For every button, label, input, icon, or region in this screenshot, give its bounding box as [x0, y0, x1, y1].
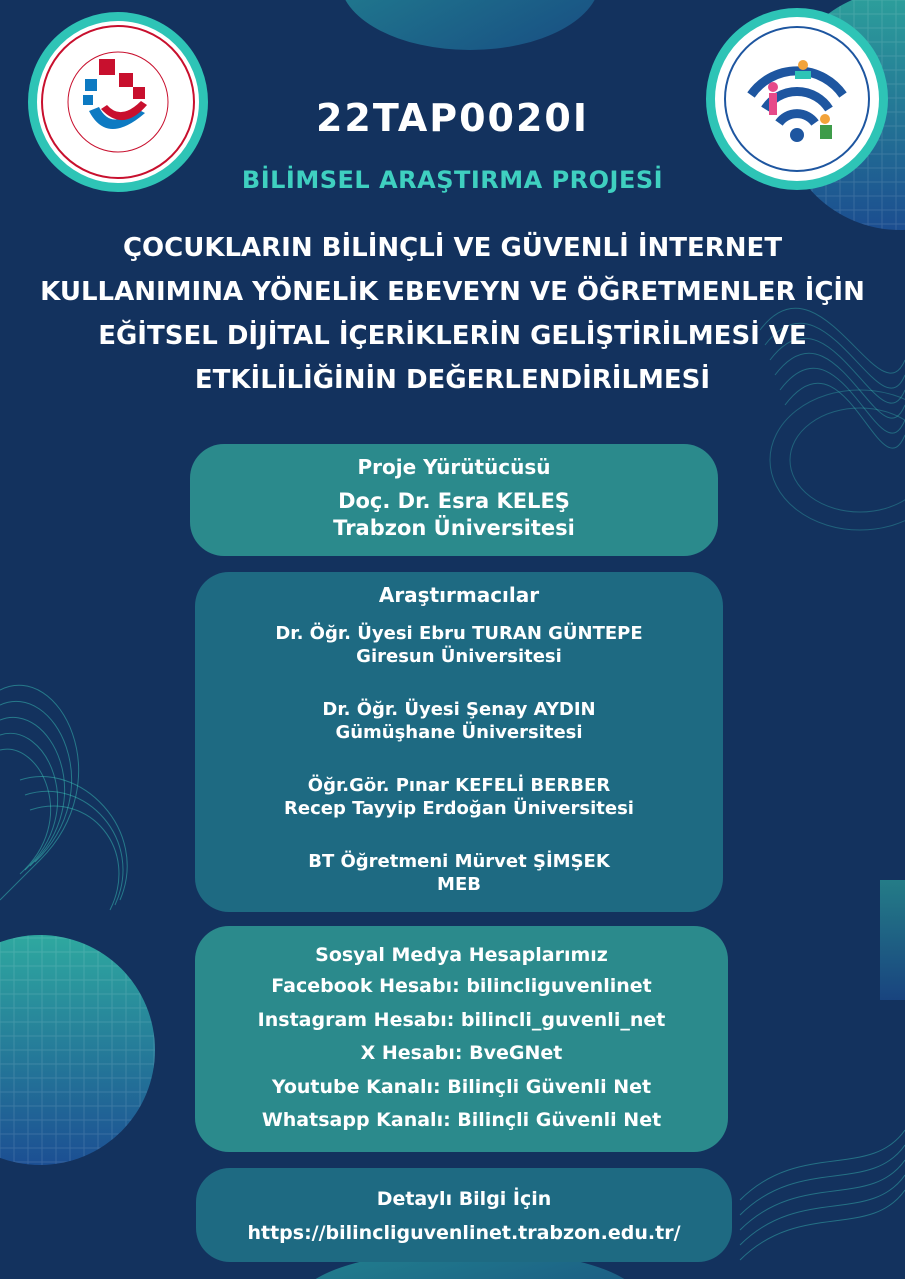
researchers-card	[195, 572, 723, 912]
title-line: EĞİTSEL DİJİTAL İÇERİKLERİN GELİŞTİRİLMESİ VE	[98, 321, 807, 351]
executive-institution: Trabzon Üniversitesi	[333, 516, 575, 540]
details-url: https://bilincliguvenlinet.trabzon.edu.tr/	[247, 1222, 681, 1244]
social-media-card	[195, 926, 728, 1152]
researcher-name: Dr. Öğr. Üyesi Ebru TURAN GÜNTEPE	[275, 623, 643, 644]
researcher-item	[195, 698, 723, 744]
title-line: ETKİLİLİĞİNİN DEĞERLENDİRİLMESİ	[194, 365, 711, 395]
researchers-heading: Araştırmacılar	[378, 583, 540, 607]
researcher-name: Dr. Öğr. Üyesi Şenay AYDIN	[322, 699, 596, 720]
researcher-name: Öğr.Gör. Pınar KEFELİ BERBER	[307, 775, 611, 796]
researcher-item	[195, 774, 723, 820]
researcher-item	[195, 850, 723, 896]
project-code: 22TAP0020I	[315, 96, 589, 140]
researcher-item	[195, 622, 723, 668]
project-title	[10, 226, 895, 402]
researcher-institution: MEB	[437, 874, 481, 895]
executive-name: Doç. Dr. Esra KELEŞ	[338, 489, 570, 513]
details-heading: Detaylı Bilgi İçin	[376, 1188, 552, 1210]
researcher-institution: Recep Tayyip Erdoğan Üniversitesi	[284, 798, 634, 819]
social-heading: Sosyal Medya Hesaplarımız	[315, 944, 608, 966]
researcher-institution: Gümüşhane Üniversitesi	[335, 722, 583, 743]
researcher-institution: Giresun Üniversitesi	[356, 646, 562, 667]
youtube-channel: Youtube Kanalı: Bilinçli Güvenli Net	[271, 1075, 652, 1098]
project-type: BİLİMSEL ARAŞTIRMA PROJESİ	[241, 166, 664, 194]
facebook-account: Facebook Hesabı: bilincliguvenlinet	[271, 975, 652, 997]
title-line: KULLANIMINA YÖNELİK EBEVEYN VE ÖĞRETMENLER İÇİN	[40, 277, 865, 307]
researcher-name: BT Öğretmeni Mürvet ŞİMŞEK	[308, 851, 610, 872]
executive-heading: Proje Yürütücüsü	[357, 455, 551, 479]
x-account: X Hesabı: BveGNet	[360, 1042, 563, 1064]
whatsapp-channel: Whatsapp Kanalı: Bilinçli Güvenli Net	[261, 1109, 662, 1131]
instagram-account: Instagram Hesabı: bilincli_guvenli_net	[257, 1008, 666, 1031]
title-line: ÇOCUKLARIN BİLİNÇLİ VE GÜVENLİ İNTERNET	[122, 233, 783, 263]
executive-card	[190, 444, 718, 556]
details-card	[196, 1168, 732, 1262]
